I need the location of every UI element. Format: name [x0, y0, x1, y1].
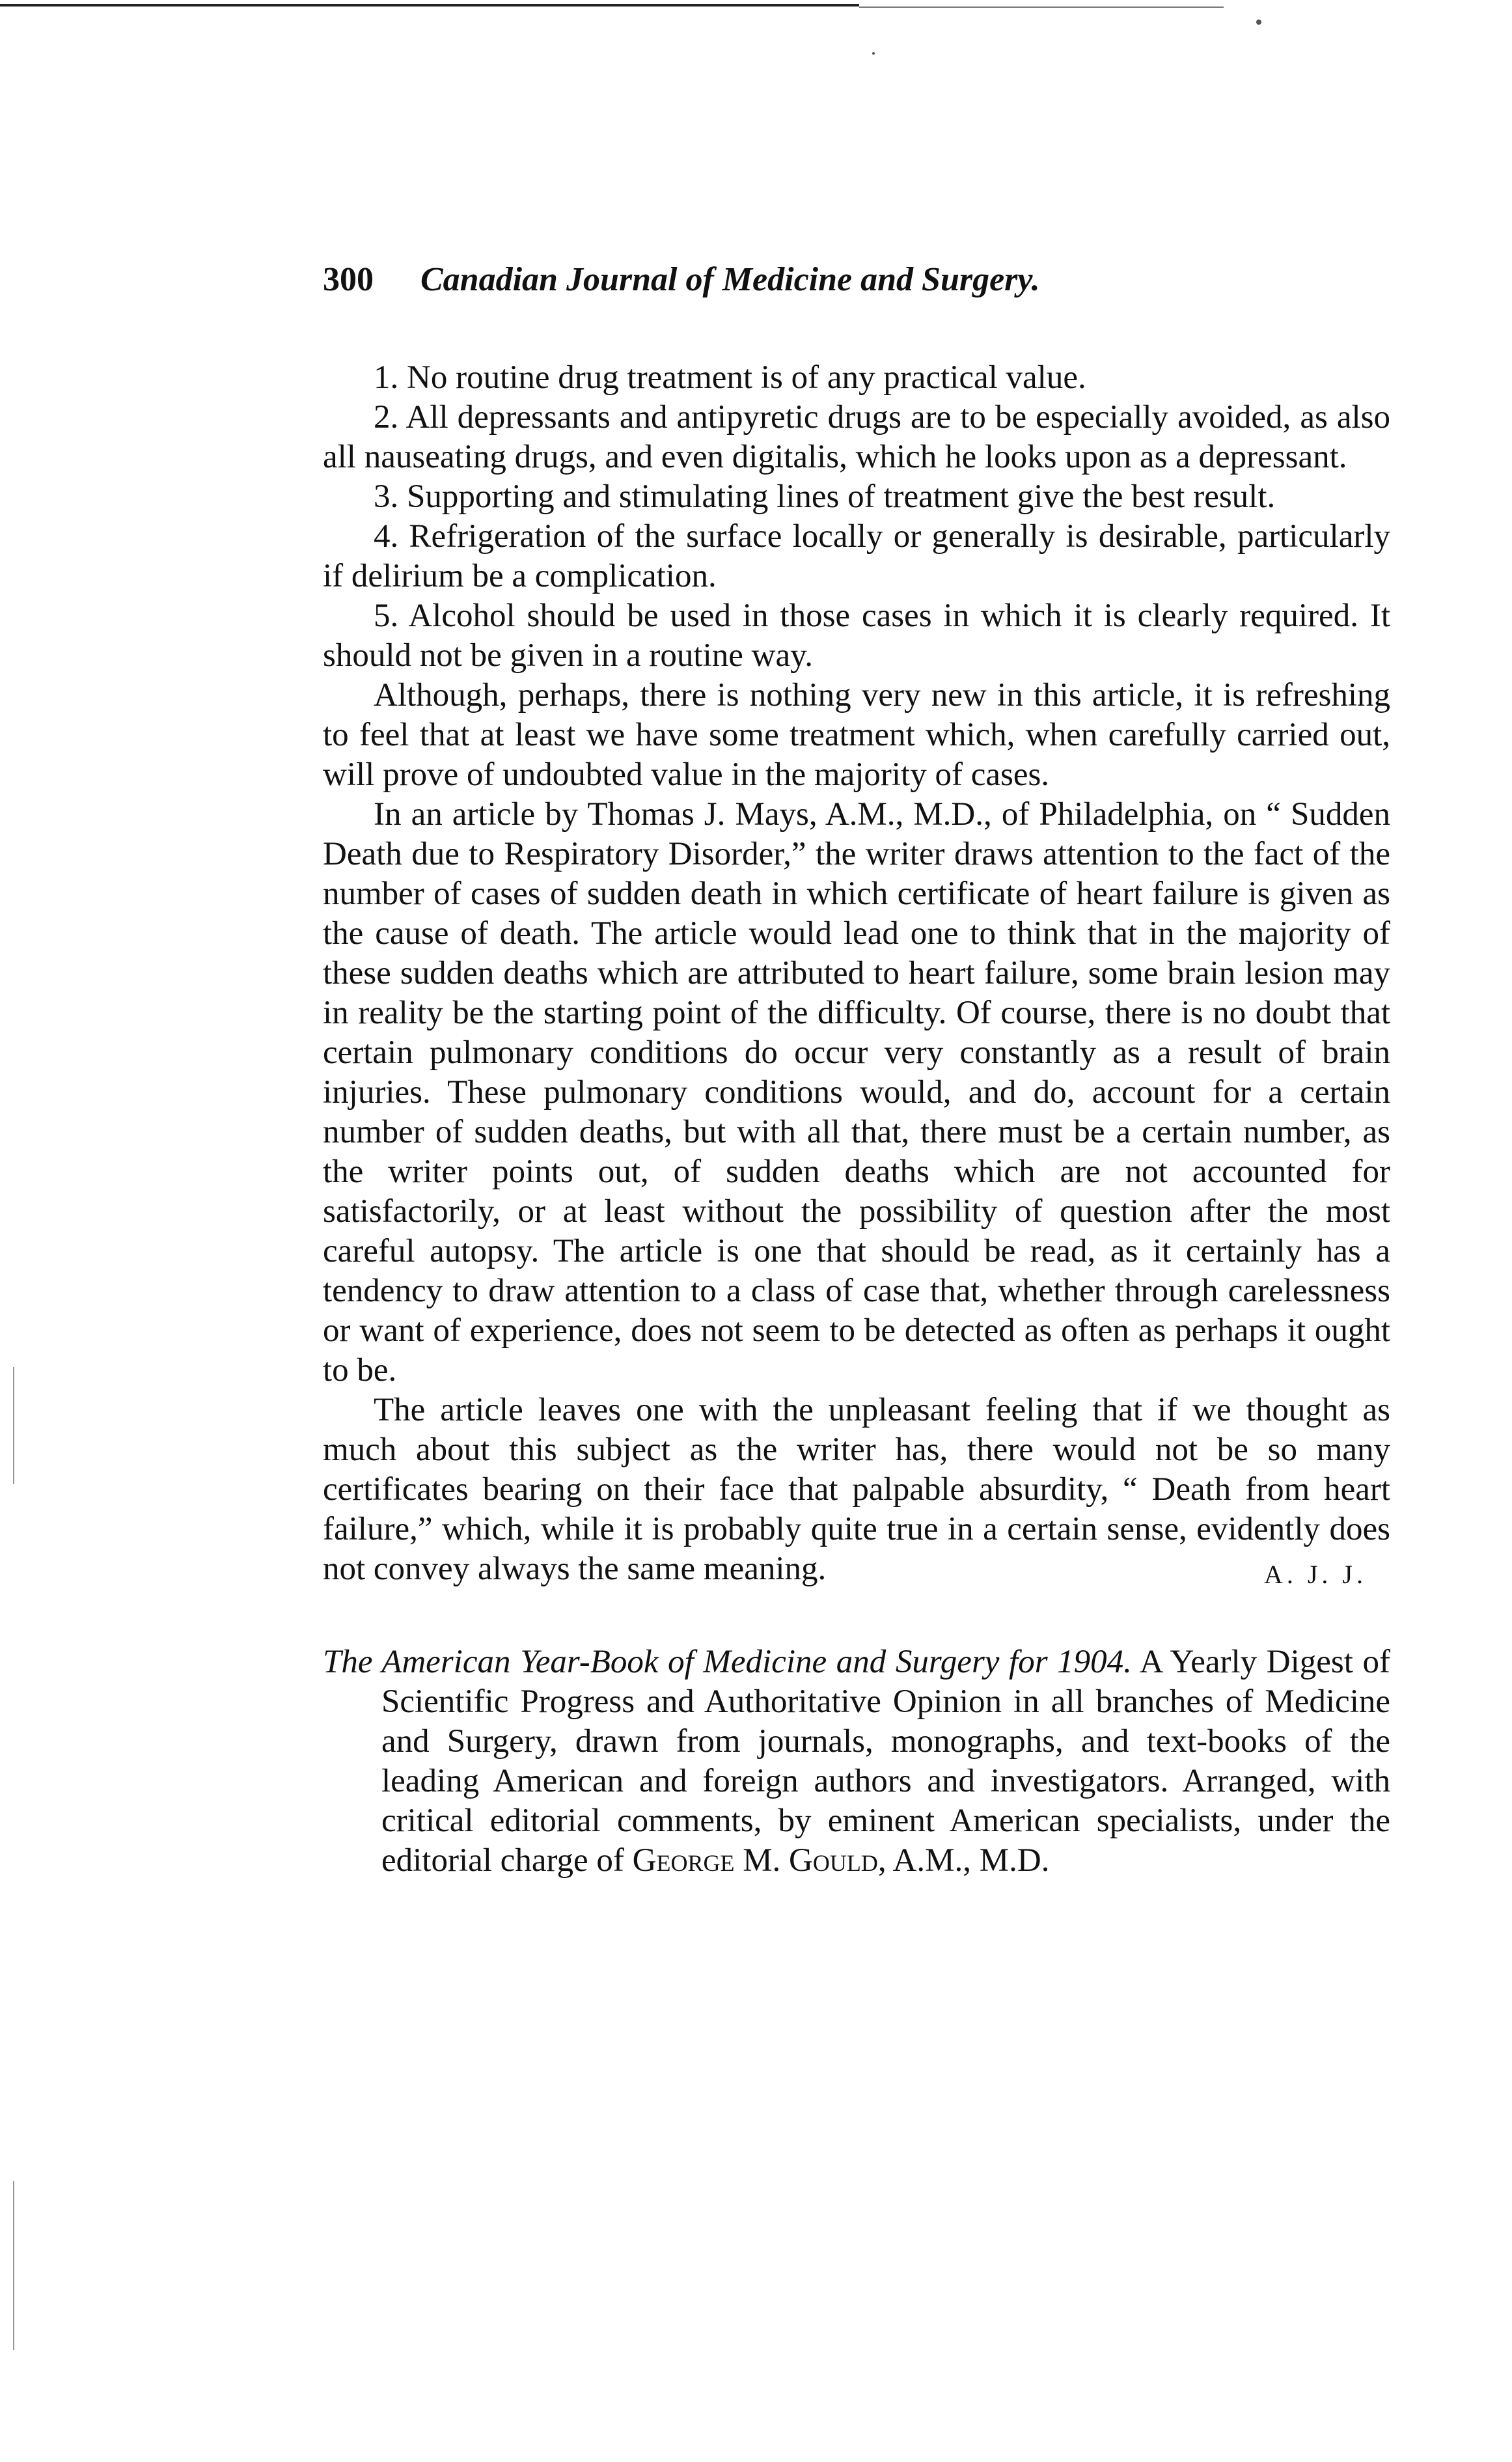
top-rule-thin [859, 7, 1224, 8]
margin-mark [13, 1367, 14, 1484]
paragraph [323, 1390, 1390, 1589]
paragraph: In an article by Thomas J. Mays, A.M., M.D., of Philadelphia, on “ Sudden Death due to Respiratory Disorder,” the writer draws attention to the fact of the number of cases of sudden death in which certificate of heart failure is given as the cause of death. The article would lead one to think that in the majority of these sudden deaths which are attributed to heart failure, some brain lesion may in reality be the starting point of the difficulty. Of course, there is no doubt that certain pulmonary conditions do occur very constantly as a result of brain injuries. These pulmonary conditions would, and do, account for a certain number of sudden deaths, but with all that, there must be a certain number, as the writer points out, of sudden deaths which are not accounted for satisfactorily, or at least without the possibility of question after the most careful autopsy. The article is one that should be read, as it certainly has a tendency to draw attention to a class of case that, whether through carelessness or want of experience, does not seem to be detected as often as perhaps it ought to be. [323, 796, 1390, 1389]
list-item: 3. Supporting and stimulating lines of treatment give the best result. [374, 478, 1276, 515]
review-editor-degrees: , A.M., M.D. [877, 1842, 1050, 1879]
list-item: 5. Alcohol should be used in those cases in which it is clearly required. It should not be given in a routine way. [323, 598, 1390, 674]
scan-speck [1256, 20, 1261, 25]
running-head [323, 260, 1390, 312]
paragraph-text: The article leaves one with the unpleasant feeling that if we thought as much about this subject as the writer has, there would not be so many certificates bearing on their face that palpable absurdity, “ Death from heart failure,” which, while it is probably quite true in a certain sense, evidently does not convey always the same meaning. [323, 1392, 1390, 1587]
top-rule [0, 4, 859, 7]
page-number: 300 [323, 261, 374, 298]
paragraph: Although, perhaps, there is nothing very new in this article, it is refreshing to feel that at least we have some treatment which, when carefully carried out, will prove of undoubted value in the majority of cases. [323, 677, 1390, 793]
author-initials: A. J. J. [1263, 1560, 1367, 1589]
document-page [323, 260, 1390, 1881]
journal-title: Canadian Journal of Medicine and Surgery. [420, 261, 1040, 298]
list-item: 2. All depressants and antipyretic drugs are to be especially avoided, as also all nauseating drugs, and even digitalis, which he looks upon as a depressant. [323, 399, 1390, 475]
book-review-notice [323, 1642, 1390, 1881]
list-item: 1. No routine drug treatment is of any practical value. [374, 359, 1086, 396]
margin-mark [13, 2181, 14, 2350]
list-item: 4. Refrigeration of the surface locally or generally is desirable, particularly if delirium be a complication. [323, 518, 1390, 594]
scan-speck [872, 52, 875, 55]
review-description: A Yearly Digest of Scientific Progress and Authoritative Opinion in all branches of Medicine and Surgery, drawn from journals, monographs, and text-books of the leading American and foreign authors and investigators. Arranged, with critical editorial comments, by eminent American specialists, under the editorial charge of [381, 1644, 1391, 1879]
review-book-title: The American Year-Book of Medicine and Surgery for 1904. [323, 1644, 1132, 1680]
review-editor-name: George M. Gould [632, 1842, 878, 1879]
article-body [323, 358, 1390, 1589]
